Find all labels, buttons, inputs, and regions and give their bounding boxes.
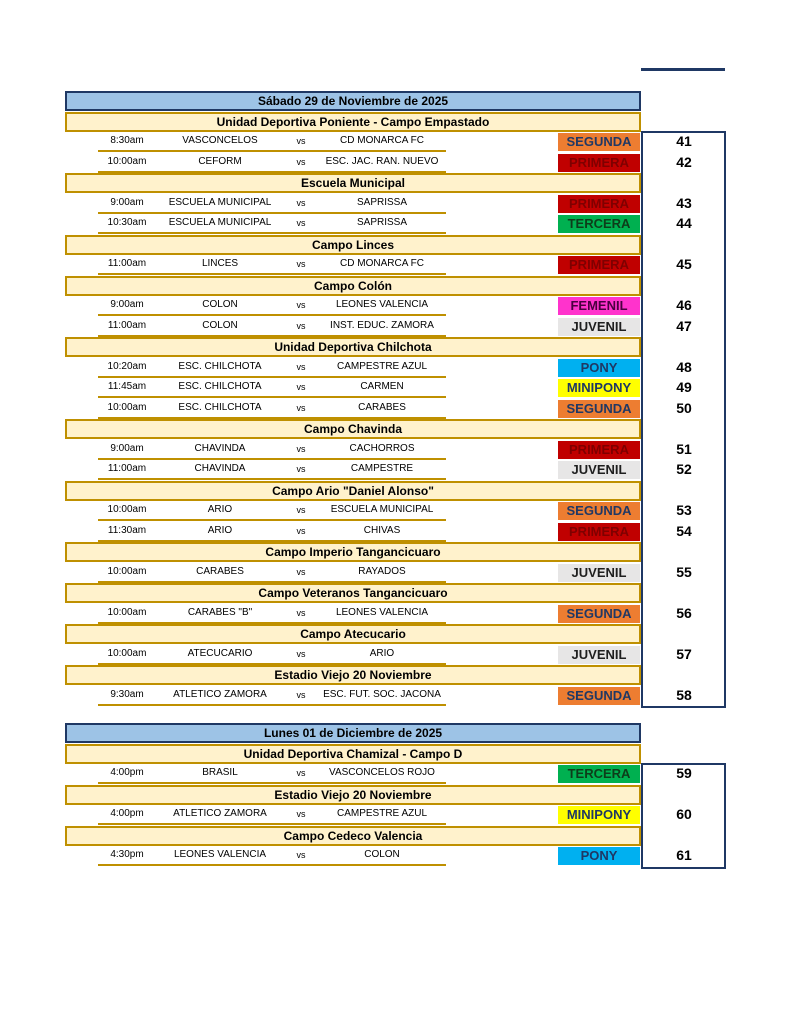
match-time: 10:30am	[107, 217, 147, 228]
vs-label: vs	[296, 136, 306, 146]
venue-header: Campo Cedeco Valencia	[65, 826, 641, 846]
category-badge: SEGUNDA	[558, 605, 640, 623]
vs-label: vs	[296, 218, 306, 228]
vs-label: vs	[296, 850, 306, 860]
match-number: 58	[676, 686, 692, 703]
category-badge: SEGUNDA	[558, 502, 640, 520]
home-team: ESC. CHILCHOTA	[178, 401, 262, 413]
match-time: 8:30am	[110, 135, 144, 146]
category-badge: SEGUNDA	[558, 687, 640, 705]
vs-label: vs	[296, 525, 306, 536]
match-time: 10:00am	[107, 504, 147, 515]
vs-label: vs	[296, 197, 306, 208]
away-team: CAMPESTRE	[350, 463, 414, 474]
match-number-column	[641, 131, 726, 708]
match-time: 9:00am	[110, 196, 144, 208]
match-number: 44	[676, 215, 692, 231]
match-time: 10:00am	[107, 155, 147, 167]
match-number: 42	[676, 153, 692, 170]
home-team: ARIO	[207, 524, 233, 536]
category-badge: PONY	[558, 847, 640, 865]
match-time: 9:00am	[110, 299, 144, 310]
venue-header: Campo Linces	[65, 235, 641, 255]
venue-header: Estadio Viejo 20 Noviembre	[65, 665, 641, 685]
match-number: 57	[676, 645, 692, 662]
away-team: CARMEN	[360, 381, 404, 392]
vs-label: vs	[296, 768, 306, 778]
vs-label: vs	[296, 443, 306, 454]
match-time: 4:00pm	[110, 767, 144, 778]
category-badge: SEGUNDA	[558, 400, 640, 418]
home-team: ARIO	[207, 504, 233, 515]
match-time: 11:00am	[107, 319, 147, 331]
category-badge: MINIPONY	[558, 806, 640, 824]
match-time: 10:00am	[107, 647, 147, 659]
match-number: 46	[676, 297, 692, 313]
match-number: 49	[676, 379, 692, 395]
match-time: 4:30pm	[110, 849, 144, 860]
category-badge: PONY	[558, 359, 640, 377]
match-number: 54	[676, 522, 692, 539]
away-team: CARABES	[358, 401, 406, 413]
away-team: LEONES VALENCIA	[335, 299, 429, 310]
match-time: 9:00am	[110, 442, 144, 454]
match-time: 4:00pm	[110, 808, 144, 819]
day-header: Lunes 01 de Diciembre de 2025	[65, 723, 641, 743]
match-number: 61	[676, 847, 692, 863]
match-number: 48	[676, 358, 692, 375]
match-time: 11:30am	[107, 524, 147, 536]
header-rule	[641, 68, 725, 71]
home-team: COLON	[202, 299, 238, 310]
home-team: ATECUCARIO	[187, 647, 253, 659]
away-team: CHIVAS	[363, 524, 401, 536]
match-time: 11:00am	[107, 463, 147, 474]
home-team: CHAVINDA	[194, 463, 246, 474]
category-badge: PRIMERA	[558, 154, 640, 172]
home-team: ATLETICO ZAMORA	[173, 808, 267, 819]
match-time: 11:45am	[107, 381, 147, 392]
home-team: LEONES VALENCIA	[173, 849, 267, 860]
vs-label: vs	[296, 566, 306, 577]
venue-header: Campo Imperio Tangancicuaro	[65, 542, 641, 562]
away-team: CD MONARCA FC	[340, 258, 424, 269]
away-team: CACHORROS	[349, 442, 415, 454]
category-badge: JUVENIL	[558, 461, 640, 479]
match-time: 10:00am	[107, 401, 147, 413]
home-team: LINCES	[201, 258, 239, 269]
home-team: CEFORM	[198, 155, 242, 167]
match-time: 11:00am	[107, 258, 147, 269]
match-number: 55	[676, 563, 692, 580]
match-number: 53	[676, 502, 692, 518]
category-badge: JUVENIL	[558, 564, 640, 582]
home-team: ATLETICO ZAMORA	[173, 688, 267, 700]
away-team: SAPRISSA	[356, 217, 408, 228]
venue-header: Estadio Viejo 20 Noviembre	[65, 785, 641, 805]
match-number: 43	[676, 194, 692, 211]
match-number: 51	[676, 440, 692, 457]
match-time: 10:20am	[107, 360, 147, 372]
vs-label: vs	[296, 689, 306, 700]
venue-header: Campo Veteranos Tangancicuaro	[65, 583, 641, 603]
home-team: CARABES "B"	[187, 606, 253, 618]
away-team: INST. EDUC. ZAMORA	[330, 319, 434, 331]
category-badge: JUVENIL	[558, 318, 640, 336]
category-badge: JUVENIL	[558, 646, 640, 664]
row-underline	[98, 704, 446, 706]
home-team: CARABES	[196, 565, 244, 577]
category-badge: FEMENIL	[558, 297, 640, 315]
venue-header: Unidad Deportiva Poniente - Campo Empastado	[65, 112, 641, 132]
match-number: 52	[676, 461, 692, 477]
vs-label: vs	[296, 382, 306, 392]
vs-label: vs	[296, 156, 306, 167]
away-team: LEONES VALENCIA	[335, 606, 429, 618]
match-number: 45	[676, 256, 692, 272]
match-number: 56	[676, 604, 692, 621]
venue-header: Campo Atecucario	[65, 624, 641, 644]
category-badge: SEGUNDA	[558, 133, 640, 151]
vs-label: vs	[296, 320, 306, 331]
vs-label: vs	[296, 505, 306, 515]
venue-header: Campo Ario "Daniel Alonso"	[65, 481, 641, 501]
vs-label: vs	[296, 300, 306, 310]
away-team: ESC. JAC. RAN. NUEVO	[325, 155, 439, 167]
venue-header: Campo Colón	[65, 276, 641, 296]
away-team: COLON	[364, 849, 400, 860]
home-team: VASCONCELOS	[182, 135, 258, 146]
category-badge: TERCERA	[558, 215, 640, 233]
match-time: 10:00am	[107, 565, 147, 577]
category-badge: PRIMERA	[558, 441, 640, 459]
match-number: 59	[676, 765, 692, 781]
away-team: CAMPESTRE AZUL	[336, 360, 428, 372]
away-team: VASCONCELOS ROJO	[329, 767, 435, 778]
vs-label: vs	[296, 361, 306, 372]
match-time: 9:30am	[110, 688, 144, 700]
row-underline	[98, 864, 446, 866]
venue-header: Unidad Deportiva Chilchota	[65, 337, 641, 357]
match-time: 10:00am	[107, 606, 147, 618]
home-team: COLON	[202, 319, 238, 331]
category-badge: PRIMERA	[558, 256, 640, 274]
venue-header: Campo Chavinda	[65, 419, 641, 439]
vs-label: vs	[296, 607, 306, 618]
away-team: CAMPESTRE AZUL	[336, 808, 428, 819]
category-badge: TERCERA	[558, 765, 640, 783]
match-number: 50	[676, 399, 692, 416]
category-badge: MINIPONY	[558, 379, 640, 397]
vs-label: vs	[296, 464, 306, 474]
vs-label: vs	[296, 259, 306, 269]
venue-header: Unidad Deportiva Chamizal - Campo D	[65, 744, 641, 764]
away-team: ARIO	[369, 647, 395, 659]
match-number: 41	[676, 133, 692, 149]
match-number: 60	[676, 806, 692, 822]
home-team: BRASIL	[202, 767, 238, 778]
match-number-column	[641, 763, 726, 869]
away-team: SAPRISSA	[356, 196, 408, 208]
vs-label: vs	[296, 648, 306, 659]
home-team: CHAVINDA	[194, 442, 246, 454]
category-badge: PRIMERA	[558, 195, 640, 213]
venue-header: Escuela Municipal	[65, 173, 641, 193]
home-team: ESCUELA MUNICIPAL	[168, 217, 272, 228]
vs-label: vs	[296, 402, 306, 413]
away-team: ESC. FUT. SOC. JACONA	[323, 688, 441, 700]
away-team: ESCUELA MUNICIPAL	[330, 504, 434, 515]
category-badge: PRIMERA	[558, 523, 640, 541]
day-header: Sábado 29 de Noviembre de 2025	[65, 91, 641, 111]
away-team: RAYADOS	[358, 565, 406, 577]
match-number: 47	[676, 317, 692, 334]
vs-label: vs	[296, 809, 306, 819]
home-team: ESCUELA MUNICIPAL	[168, 196, 272, 208]
home-team: ESC. CHILCHOTA	[178, 381, 262, 392]
home-team: ESC. CHILCHOTA	[178, 360, 262, 372]
away-team: CD MONARCA FC	[340, 135, 424, 146]
